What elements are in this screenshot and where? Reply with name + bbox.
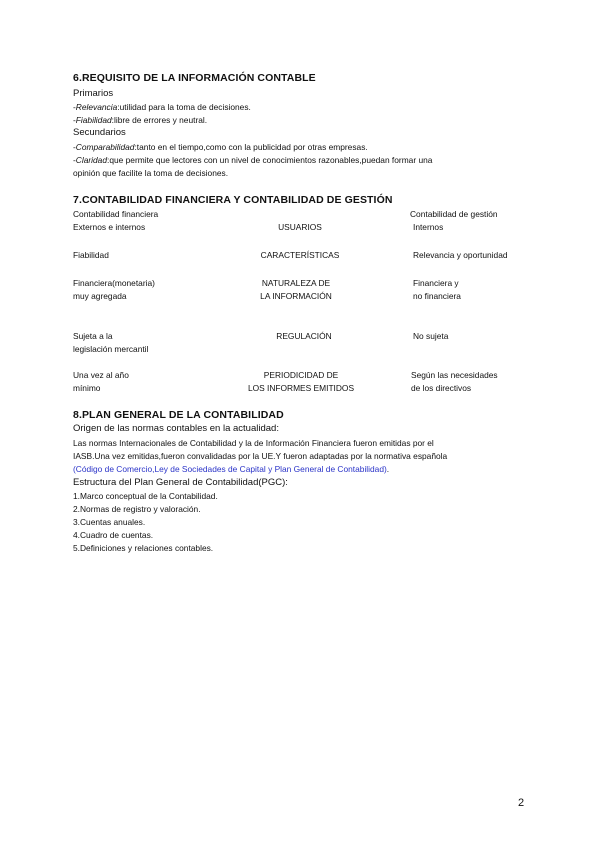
normativa-link[interactable]: (Código de Comercio,Ley de Sociedades de Capital y Plan General de Contabilidad) [73,464,387,475]
row-regulacion-label: REGULACIÓN [276,331,332,341]
claridad-continuation: opinión que facilite la toma de decisiones. [73,168,229,178]
paragraph-period: . [386,464,390,475]
term-definition: que permite que lectores con un nivel de conocimientos razonables,puedan formar una [109,155,433,165]
primarios-label: Primarios [73,88,114,99]
term-definition: tanto en el tiempo,como con la publicidad por otras empresas. [136,142,368,152]
pgc-item-3: 3.Cuentas anuales. [73,517,146,527]
row-periodicidad-label-1: PERIODICIDAD DE [263,370,339,380]
page-number: 2 [518,797,525,809]
requisito-comparabilidad [73,142,368,152]
row-usuarios-left: Externos e internos [73,222,146,232]
pgc-item-1: 1.Marco conceptual de la Contabilidad. [73,491,218,501]
row-caracteristicas-left: Fiabilidad [73,250,109,260]
row-naturaleza-right-2: no financiera [413,291,461,301]
bullet-dash: - [73,142,76,152]
row-periodicidad-label-2: LOS INFORMES EMITIDOS [247,383,355,393]
paragraph-line-1: Las normas Internacionales de Contabilidad y la de Información Financiera fueron emitidas por el [73,438,434,448]
pgc-item-5: 5.Definiciones y relaciones contables. [73,543,214,553]
row-periodicidad-right-1: Según las necesidades [411,370,498,380]
term-separator: : [117,102,120,112]
origen-paragraph [73,437,533,477]
row-naturaleza-label-2: LA INFORMACIÓN [260,291,332,301]
row-periodicidad-left-1: Una vez al año [73,370,129,380]
term-separator: : [107,155,110,165]
row-naturaleza-right-1: Financiera y [413,278,459,288]
term-comparabilidad: Comparabilidad [75,142,135,152]
col-header-financiera: Contabilidad financiera [73,209,159,219]
requisito-claridad [73,155,432,165]
row-regulacion-left-2: legislación mercantil [73,344,149,354]
section-7-heading: 7.CONTABILIDAD FINANCIERA Y CONTABILIDAD DE GESTIÓN [73,194,393,206]
term-definition: utilidad para la toma de decisiones. [119,102,251,112]
row-caracteristicas-right: Relevancia y oportunidad [413,250,508,260]
requisito-relevancia [73,102,251,112]
term-separator: : [111,115,114,125]
term-relevancia: Relevancia [75,102,118,112]
row-periodicidad-right-2: de los directivos [411,383,472,393]
term-definition: libre de errores y neutral. [113,115,208,125]
col-header-gestion: Contabilidad de gestión [410,209,498,219]
row-naturaleza-label-1: NATURALEZA DE [261,278,331,288]
term-claridad: Claridad [75,155,107,165]
row-naturaleza-left-2: muy agregada [73,291,127,301]
requisito-fiabilidad [73,115,207,125]
section-8-heading: 8.PLAN GENERAL DE LA CONTABILIDAD [73,409,284,421]
row-usuarios-right: Internos [413,222,444,232]
paragraph-line-2: IASB.Una vez emitidas,fueron convalidadas por la UE.Y fueron adaptadas por la normativa española [73,451,448,462]
bullet-dash: - [73,115,76,125]
row-naturaleza-left-1: Financiera(monetaria) [73,278,155,288]
row-regulacion-left-1: Sujeta a la [73,331,113,341]
bullet-dash: - [73,102,76,112]
pgc-item-2: 2.Normas de registro y valoración. [73,504,201,514]
pgc-item-4: 4.Cuadro de cuentas. [73,530,154,540]
section-6-heading: 6.REQUISITO DE LA INFORMACIÓN CONTABLE [73,72,316,84]
row-periodicidad-left-2: mínimo [73,383,101,393]
bullet-dash: - [73,155,76,165]
paragraph-line-3 [73,463,533,476]
term-fiabilidad: Fiabilidad [75,115,112,125]
estructura-label: Estructura del Plan General de Contabilidad(PGC): [73,477,288,488]
secundarios-label: Secundarios [73,127,126,138]
origen-label: Origen de las normas contables en la actualidad: [73,423,279,434]
term-separator: : [134,142,137,152]
row-caracteristicas-label: CARACTERÍSTICAS [260,250,340,260]
row-regulacion-right: No sujeta [413,331,449,341]
row-usuarios-label: USUARIOS [278,222,322,232]
